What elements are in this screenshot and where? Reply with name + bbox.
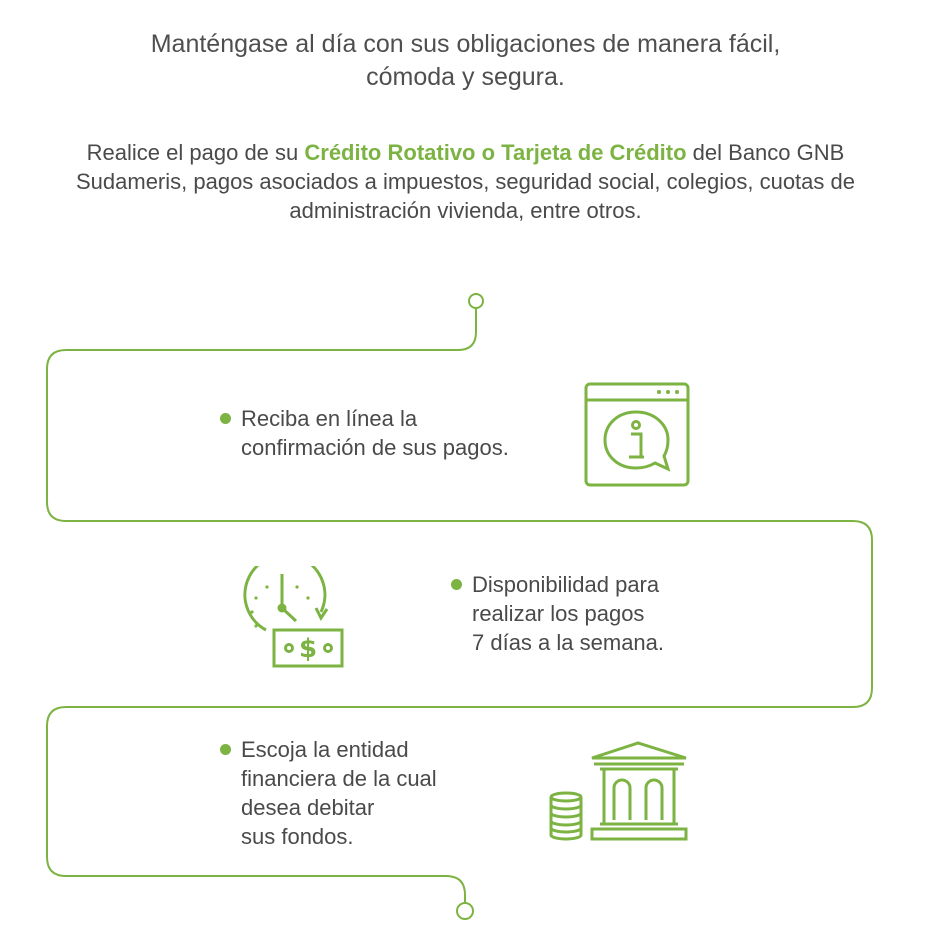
bank-coins-icon (546, 740, 690, 844)
intro-text-after: del Banco GNB Sudameris, pagos asociados a impuestos, seguridad social, colegios, cuotas de administración vivienda, entre otros. (75, 140, 855, 223)
svg-text:$: $ (298, 634, 318, 664)
bullet-dot (220, 744, 231, 755)
benefit-item-confirmation (241, 404, 509, 462)
benefit-text: Escoja la entidad financiera de la cual desea debitar sus fondos. (241, 737, 437, 849)
bullet-dot (451, 579, 462, 590)
intro-highlight: Crédito Rotativo o Tarjeta de Crédito (304, 140, 687, 165)
timeline-end-node (457, 903, 473, 919)
benefit-text: Reciba en línea la confirmación de sus pagos. (241, 406, 509, 460)
timeline-start-node (469, 294, 483, 308)
intro-text-before: Realice el pago de su (86, 140, 305, 165)
benefit-item-availability (472, 570, 664, 657)
bullet-dot (220, 413, 231, 424)
benefit-item-financial-entity (241, 735, 437, 851)
info-window-icon (584, 382, 690, 488)
heading-text: Manténgase al día con sus obligaciones de manera fácil, cómoda y segura. (150, 30, 781, 91)
benefit-text: Disponibilidad para realizar los pagos 7 días a la semana. (472, 572, 665, 655)
clock-money-icon (238, 566, 346, 670)
